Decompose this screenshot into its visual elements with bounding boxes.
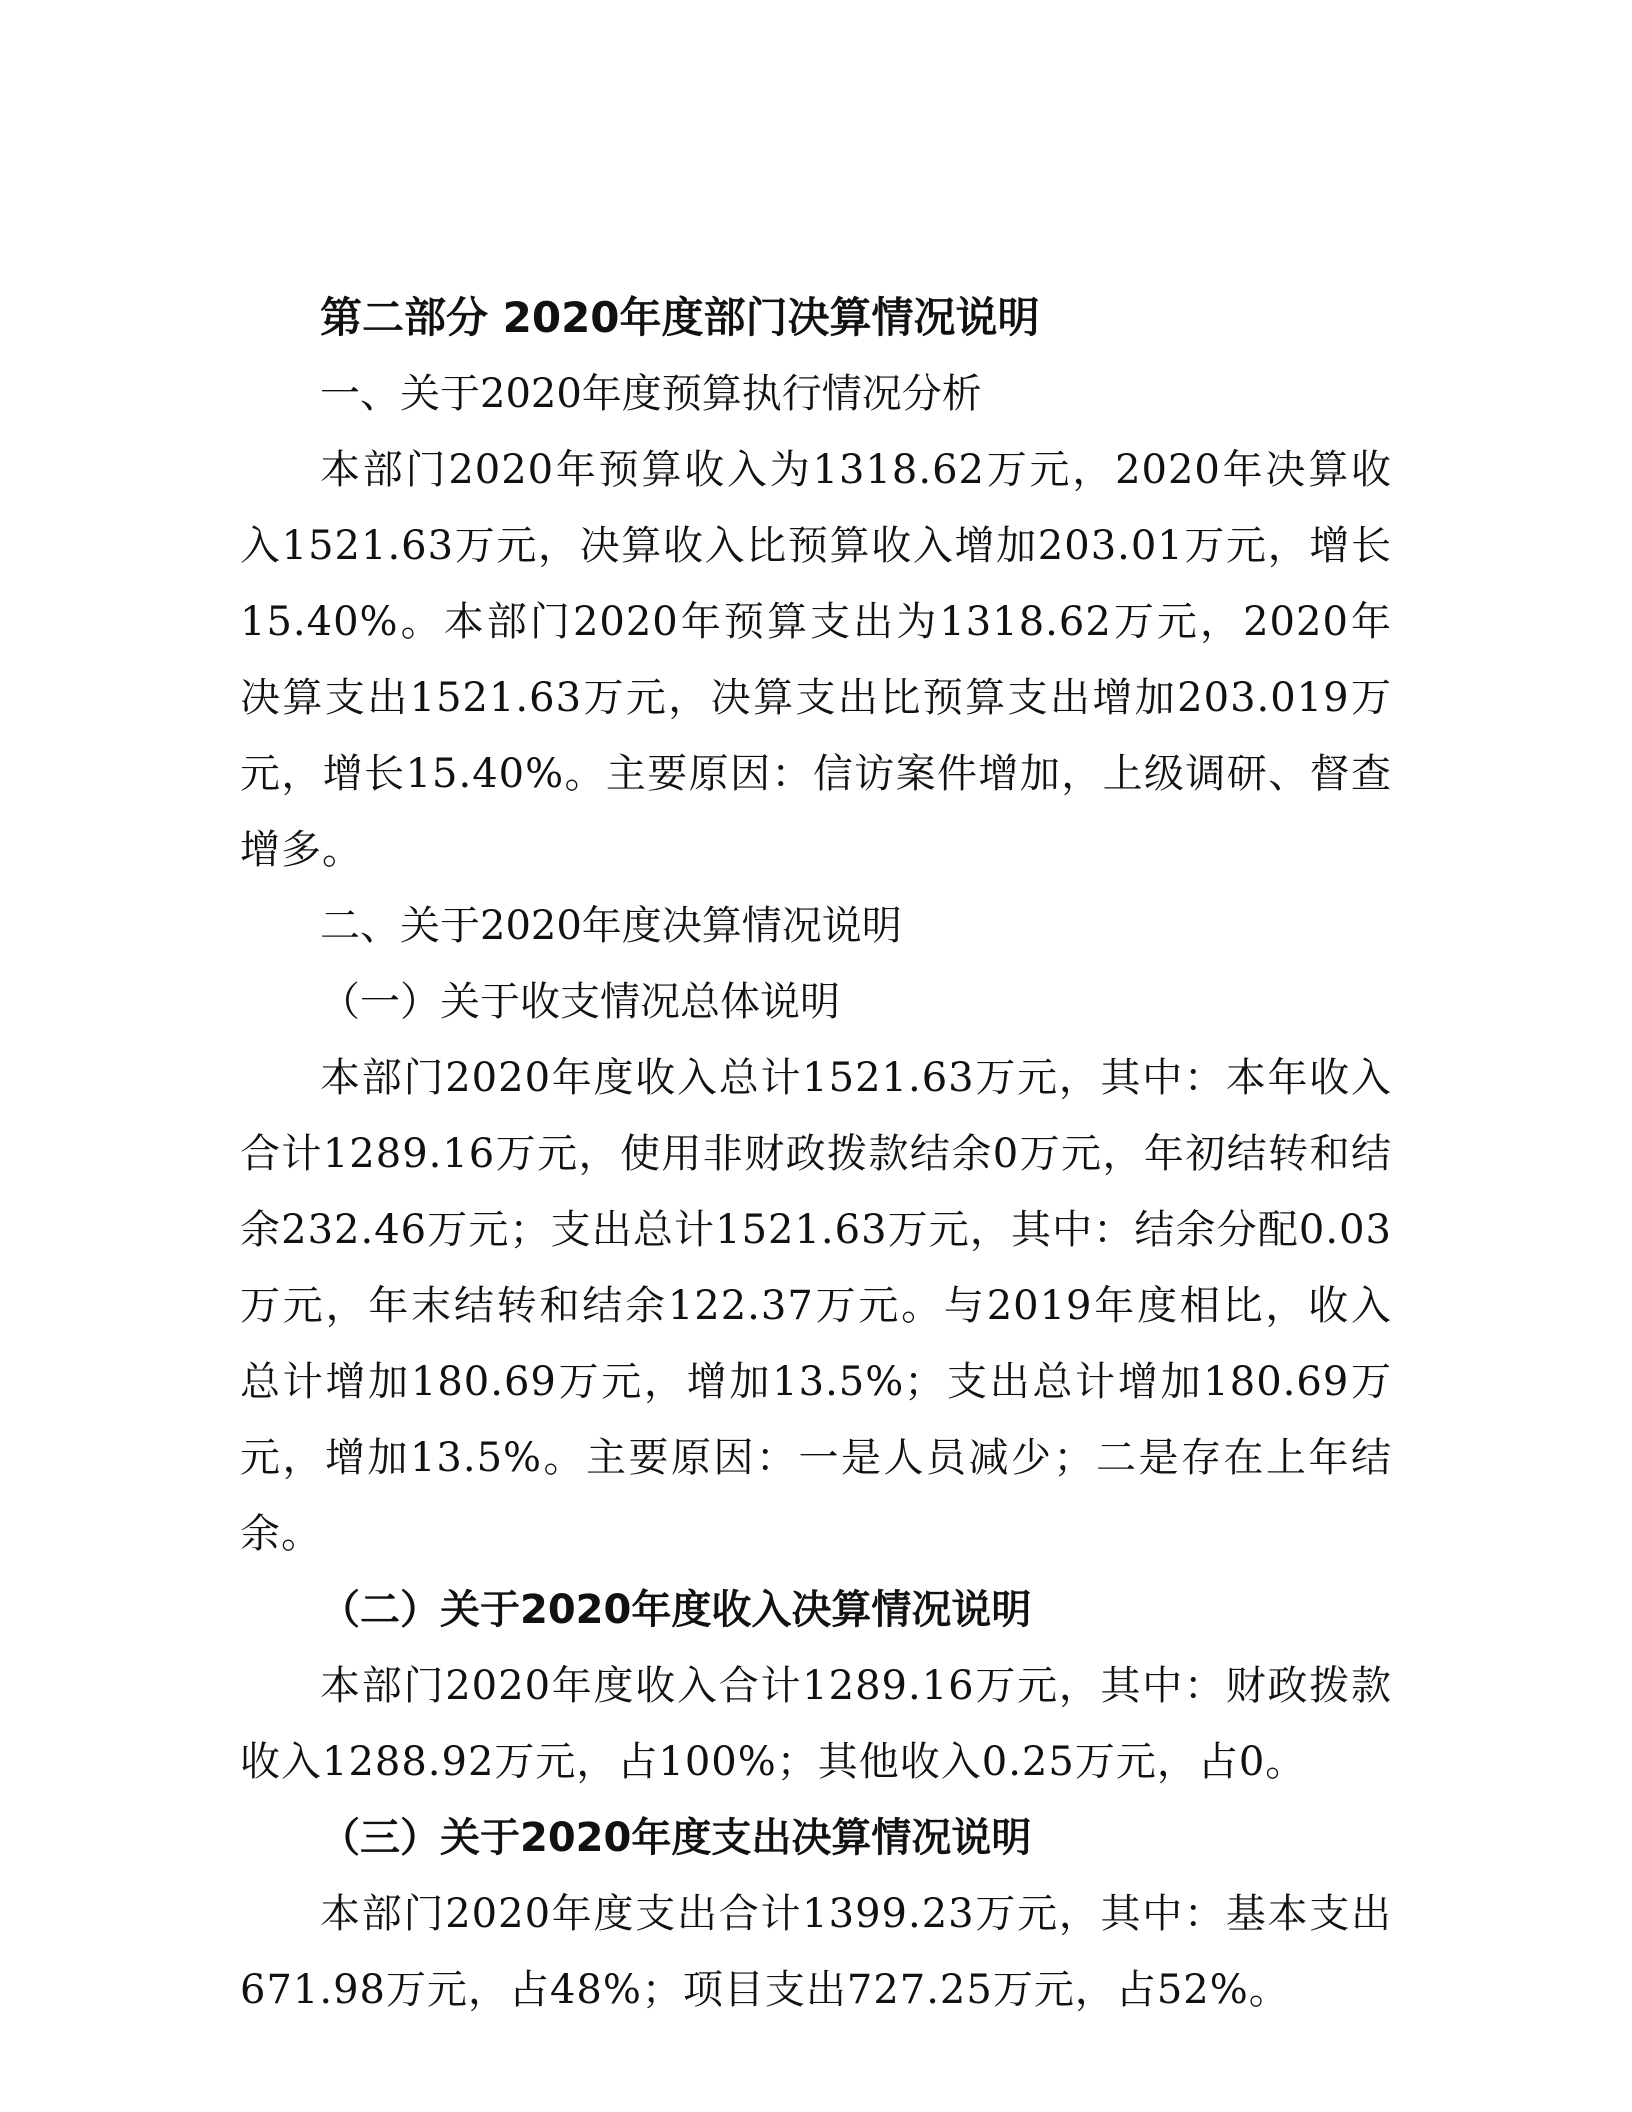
section2-heading: 二、关于2020年度决算情况说明	[320, 903, 902, 949]
document-title: 第二部分 2020年度部门决算情况说明	[320, 293, 1040, 342]
section1-heading: 一、关于2020年度预算执行情况分析	[320, 371, 982, 417]
subsection1-heading: （一）关于收支情况总体说明	[320, 979, 840, 1025]
subsection3-paragraph: 本部门2020年度支出合计1399.23万元，其中：基本支出671.98万元，占48%；项目支出727.25万元，占52%。	[240, 1891, 1392, 2013]
subsection2-paragraph: 本部门2020年度收入合计1289.16万元，其中：财政拨款收入1288.92万元，占100%；其他收入0.25万元，占0。	[240, 1663, 1392, 1785]
section1-paragraph: 本部门2020年预算收入为1318.62万元，2020年决算收入1521.63万元，决算收入比预算收入增加203.01万元，增长15.40%。本部门2020年预算支出为1318.62万元，2020年决算支出1521.63万元，决算支出比预算支出增加203.019万元，增长15.40%。主要原因：信访案件增加，上级调研、督查增多。	[240, 447, 1392, 873]
subsection3-heading: （三）关于2020年度支出决算情况说明	[320, 1815, 1032, 1861]
document-page	[240, 280, 1392, 2028]
subsection1-paragraph: 本部门2020年度收入总计1521.63万元，其中：本年收入合计1289.16万元，使用非财政拨款结余0万元，年初结转和结余232.46万元；支出总计1521.63万元，其中：结余分配0.03万元，年末结转和结余122.37万元。与2019年度相比，收入总计增加180.69万元，增加13.5%；支出总计增加180.69万元，增加13.5%。主要原因：一是人员减少；二是存在上年结余。	[240, 1055, 1392, 1557]
subsection2-heading: （二）关于2020年度收入决算情况说明	[320, 1587, 1032, 1633]
